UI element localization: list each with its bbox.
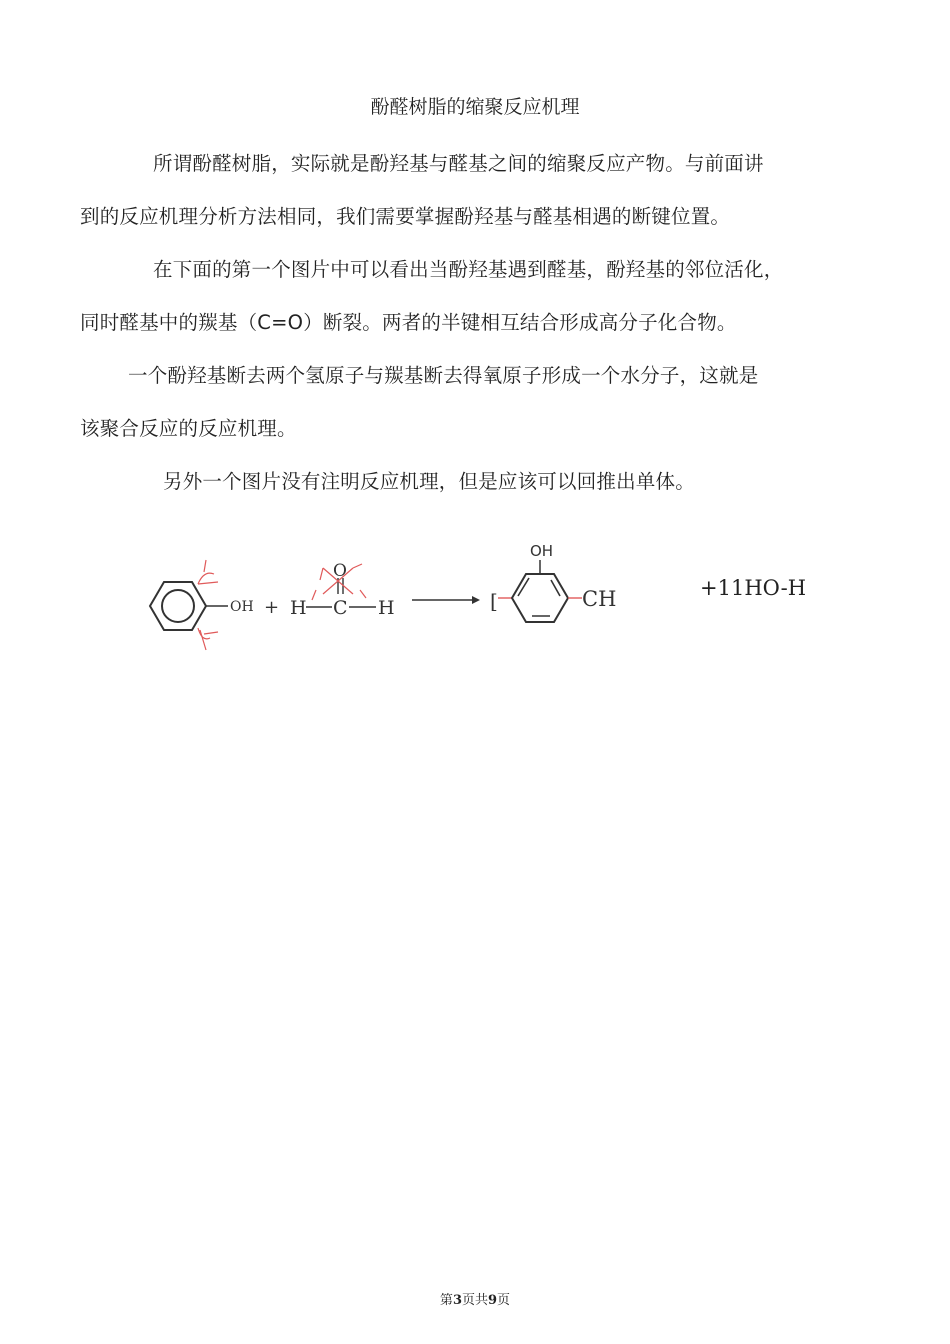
ortho-arrow-bottom — [198, 628, 218, 650]
plus-sign: + — [264, 597, 280, 618]
byproduct-water: +11HO-H — [700, 576, 807, 600]
reaction-arrow — [412, 596, 480, 604]
product-oh-label: OH — [530, 542, 554, 560]
product-ring — [512, 560, 568, 622]
paragraph-1-line-2: 到的反应机理分析方法相同，我们需要掌握酚羟基与醛基相遇的断键位置。 — [80, 205, 731, 228]
footer-page-number: 3 — [452, 1293, 462, 1308]
paragraph-3-line-1: 一个酚羟基断去两个氢原子与羰基断去得氧原子形成一个水分子，这就是 — [128, 364, 759, 387]
product-bracket: [ — [490, 589, 498, 613]
phenol-ring — [150, 582, 228, 630]
page-title: 酚醛树脂的缩聚反应机理 — [370, 96, 580, 118]
paragraph-4-line-1: 另外一个图片没有注明反应机理，但是应该可以回推出单体。 — [163, 470, 695, 493]
formaldehyde-oxygen: O — [333, 561, 347, 581]
footer-total-pages: 9 — [488, 1293, 498, 1308]
footer-suffix: 页 — [497, 1293, 511, 1308]
paragraph-3-line-2: 该聚合反应的反应机理。 — [80, 417, 297, 440]
reaction-scheme — [140, 538, 630, 668]
formaldehyde-h-left: H — [290, 597, 307, 619]
formaldehyde-carbon: C — [333, 597, 348, 619]
footer-prefix: 第 — [439, 1293, 453, 1308]
phenol-oh-label: OH — [230, 599, 254, 615]
footer-middle: 页共 — [461, 1293, 488, 1308]
product-ch-label: CH — [582, 587, 617, 611]
page-footer — [0, 1289, 950, 1308]
paragraph-2-line-2: 同时醛基中的羰基（C=O）断裂。两者的半键相互结合形成高分子化合物。 — [80, 311, 737, 334]
paragraph-1-line-1: 所谓酚醛树脂，实际就是酚羟基与醛基之间的缩聚反应产物。与前面讲 — [153, 152, 764, 175]
ortho-arrow-top — [198, 560, 218, 584]
formaldehyde-h-right: H — [378, 597, 395, 619]
paragraph-2-line-1: 在下面的第一个图片中可以看出当酚羟基遇到醛基，酚羟基的邻位活化， — [153, 258, 784, 281]
